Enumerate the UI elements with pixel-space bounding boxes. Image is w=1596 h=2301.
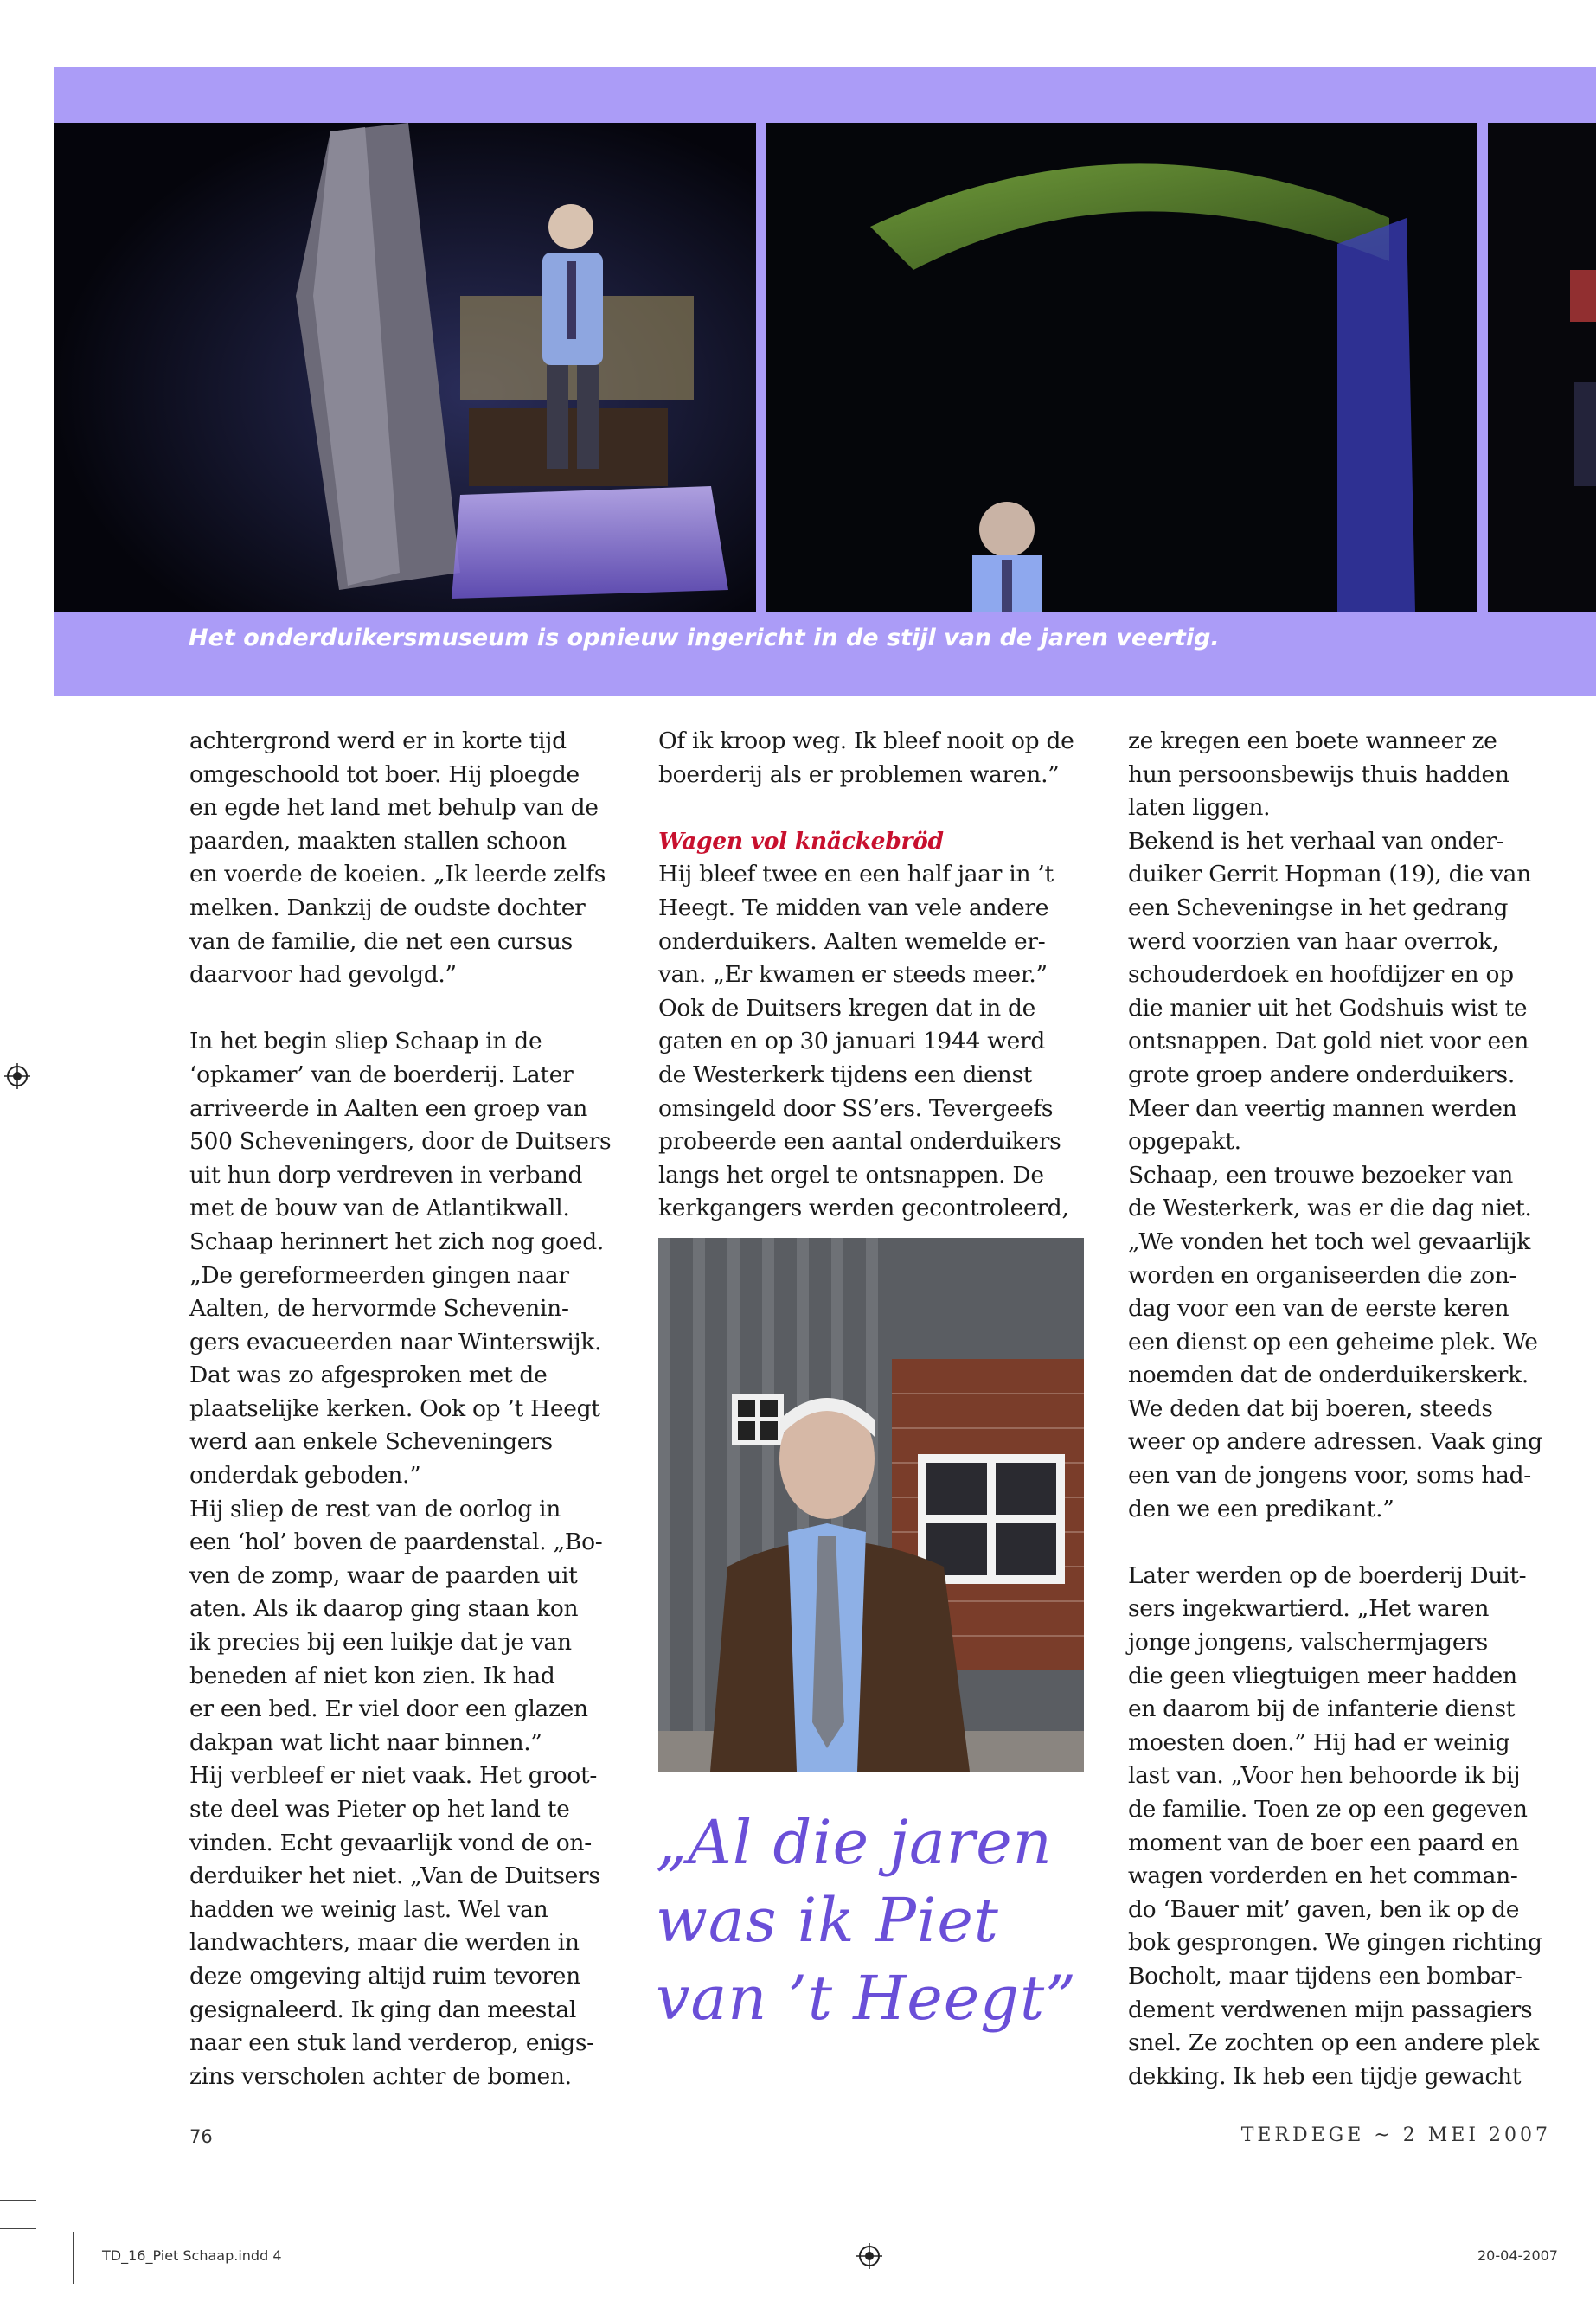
- print-slug-filename: TD_16_Piet Schaap.indd 4: [102, 2247, 282, 2264]
- text-line: Of ik kroop weg. Ik bleef nooit op de: [658, 727, 1074, 754]
- text-line: We deden dat bij boeren, steeds: [1128, 1394, 1493, 1422]
- text-line: „De gereformeerden gingen naar: [189, 1261, 569, 1289]
- article-column-2: [658, 725, 1074, 1226]
- text-line: bok gesprongen. We gingen richting: [1128, 1929, 1542, 1957]
- text-line: Schaap herinnert het zich nog goed.: [189, 1227, 604, 1255]
- text-line: dekking. Ik heb een tijdje gewacht: [1128, 2062, 1522, 2090]
- text-line: probeerde een aantal onderduikers: [658, 1128, 1061, 1156]
- text-line: laten liggen.: [1128, 794, 1271, 822]
- text-line: een van de jongens voor, soms had-: [1128, 1462, 1531, 1490]
- text-line: dement verdwenen mijn passagiers: [1128, 1996, 1533, 2023]
- text-line: daarvoor had gevolgd.”: [189, 961, 457, 989]
- registration-mark-icon: [856, 2243, 882, 2269]
- photo-partial-right-graphic: [1488, 123, 1596, 612]
- text-line: melken. Dankzij de oudste dochter: [189, 894, 586, 921]
- text-line: ik precies bij een luikje dat je van: [189, 1629, 572, 1657]
- text-line: dakpan wat licht naar binnen.”: [189, 1728, 542, 1756]
- pull-quote-line: was ik Piet: [656, 1885, 999, 1956]
- text-line: opgepakt.: [1128, 1128, 1241, 1156]
- text-line: zins verscholen achter de bomen.: [189, 2062, 572, 2090]
- text-line: en voerde de koeien. „Ik leerde zelfs: [189, 861, 606, 888]
- text-line: Meer dan veertig mannen werden: [1128, 1094, 1517, 1122]
- text-line: Hij verbleef er niet vaak. Het groot-: [189, 1762, 598, 1790]
- photo-partial-right: [1488, 123, 1596, 612]
- text-line: en daarom bij de infanterie dienst: [1128, 1695, 1516, 1723]
- photo-green-arch: [766, 123, 1477, 612]
- registration-mark-icon: [4, 1063, 30, 1089]
- text-line: jonge jongens, valschermjagers: [1128, 1629, 1488, 1657]
- text-line: werd voorzien van haar overrok,: [1128, 927, 1499, 955]
- text-line: dag voor een van de eerste keren: [1128, 1295, 1509, 1323]
- text-line: Ook de Duitsers kregen dat in de: [658, 994, 1036, 1022]
- text-line: moment van de boer een paard en: [1128, 1829, 1519, 1856]
- text-line: derduiker het niet. „Van de Duitsers: [189, 1862, 600, 1890]
- text-line: landwachters, maar die werden in: [189, 1929, 580, 1957]
- article-column-3: [1128, 725, 1542, 2093]
- text-line: schouderdoek en hoofdijzer en op: [1128, 961, 1514, 989]
- crop-mark: [0, 2200, 36, 2201]
- text-line: wagen vorderden en het comman-: [1128, 1862, 1518, 1890]
- text-line: plaatselijke kerken. Ook op ’t Heegt: [189, 1394, 600, 1422]
- crop-mark: [73, 2232, 74, 2284]
- text-line: ‘opkamer’ van de boerderij. Later: [189, 1061, 574, 1088]
- photo-museum-room-graphic: [54, 123, 756, 612]
- text-line: aten. Als ik daarop ging staan kon: [189, 1595, 579, 1623]
- text-line: achtergrond werd er in korte tijd: [189, 727, 567, 754]
- text-line: omgeschoold tot boer. Hij ploegde: [189, 760, 580, 788]
- pull-quote-line: „Al die jaren: [656, 1807, 1053, 1878]
- text-line: last van. „Voor hen behoorde ik bij: [1128, 1762, 1521, 1790]
- text-line: do ‘Bauer mit’ gaven, ben ik op de: [1128, 1895, 1520, 1923]
- text-line: de Westerkerk tijdens een dienst: [658, 1061, 1033, 1088]
- text-line: Later werden op de boerderij Duit-: [1128, 1561, 1527, 1589]
- text-line: duiker Gerrit Hopman (19), die van: [1128, 861, 1531, 888]
- text-line: kerkgangers werden gecontroleerd,: [658, 1195, 1069, 1222]
- text-line: In het begin sliep Schaap in de: [189, 1028, 542, 1055]
- text-line: Bekend is het verhaal van onder-: [1128, 827, 1504, 855]
- text-line: moesten doen.” Hij had er weinig: [1128, 1728, 1510, 1756]
- text-line: weer op andere adressen. Vaak ging: [1128, 1428, 1542, 1456]
- section-heading: Wagen vol knäckebröd: [658, 827, 944, 855]
- paragraph-gap: [1128, 1526, 1542, 1560]
- text-line: een Scheveningse in het gedrang: [1128, 894, 1509, 921]
- print-slug-date: 20-04-2007: [1477, 2247, 1558, 2264]
- text-line: snel. Ze zochten op een andere plek: [1128, 2029, 1540, 2057]
- text-line: die geen vliegtuigen meer hadden: [1128, 1662, 1517, 1689]
- photo-museum-room: [54, 123, 756, 612]
- text-line: noemden dat de onderduikerskerk.: [1128, 1362, 1529, 1389]
- text-line: ven de zomp, waar de paarden uit: [189, 1561, 578, 1589]
- text-line: uit hun dorp verdreven in verband: [189, 1161, 583, 1189]
- text-line: ontsnappen. Dat gold niet voor een: [1128, 1028, 1529, 1055]
- text-line: werd aan enkele Scheveningers: [189, 1428, 553, 1456]
- text-line: „We vonden het toch wel gevaarlijk: [1128, 1227, 1531, 1255]
- text-line: Schaap, een trouwe bezoeker van: [1128, 1161, 1514, 1189]
- text-line: de familie. Toen ze op een gegeven: [1128, 1796, 1528, 1823]
- text-line: Hij sliep de rest van de oorlog in: [189, 1495, 561, 1522]
- text-line: deze omgeving altijd ruim tevoren: [189, 1962, 580, 1990]
- text-line: naar een stuk land verderop, enigs-: [189, 2029, 594, 2057]
- text-line: er een bed. Er viel door een glazen: [189, 1695, 588, 1723]
- page-number: 76: [189, 2126, 213, 2147]
- photo-farm-portrait-graphic: [658, 1238, 1084, 1772]
- text-line: Hij bleef twee en een half jaar in ’t: [658, 861, 1054, 888]
- photo-green-arch-graphic: [766, 123, 1477, 612]
- text-line: onderdak geboden.”: [189, 1462, 421, 1490]
- text-line: hadden we weinig last. Wel van: [189, 1895, 548, 1923]
- text-line: 500 Scheveningers, door de Duitsers: [189, 1128, 612, 1156]
- text-line: ste deel was Pieter op het land te: [189, 1796, 570, 1823]
- text-line: sers ingekwartierd. „Het waren: [1128, 1595, 1490, 1623]
- text-line: den we een predikant.”: [1128, 1495, 1394, 1522]
- text-line: onderduikers. Aalten wemelde er-: [658, 927, 1046, 955]
- text-line: van. „Er kwamen er steeds meer.”: [658, 961, 1048, 989]
- text-line: de Westerkerk, was er die dag niet.: [1128, 1195, 1532, 1222]
- text-line: een ‘hol’ boven de paardenstal. „Bo-: [189, 1529, 603, 1556]
- paragraph-gap: [658, 792, 1074, 825]
- photo-caption: Het onderduikersmuseum is opnieuw ingericht in de stijl van de jaren veertig.: [189, 625, 1220, 651]
- article-column-1: [189, 725, 611, 2093]
- text-line: gesignaleerd. Ik ging dan meestal: [189, 1996, 577, 2023]
- magazine-issue-footer: TERDEGE ~ 2 MEI 2007: [1240, 2125, 1551, 2146]
- text-line: boerderij als er problemen waren.”: [658, 760, 1060, 788]
- text-line: een dienst op een geheime plek. We: [1128, 1328, 1538, 1356]
- pull-quote: [656, 1804, 1077, 2037]
- text-line: ze kregen een boete wanneer ze: [1128, 727, 1497, 754]
- text-line: langs het orgel te ontsnappen. De: [658, 1161, 1044, 1189]
- photo-farm-portrait: [658, 1238, 1084, 1772]
- text-line: Heegt. Te midden van vele andere: [658, 894, 1049, 921]
- text-line: hun persoonsbewijs thuis hadden: [1128, 760, 1509, 788]
- pull-quote-line: van ’t Heegt”: [656, 1963, 1077, 2034]
- text-line: Dat was zo afgesproken met de: [189, 1362, 548, 1389]
- text-line: die manier uit het Godshuis wist te: [1128, 994, 1528, 1022]
- text-line: Bocholt, maar tijdens een bombar-: [1128, 1962, 1522, 1990]
- text-line: arriveerde in Aalten een groep van: [189, 1094, 588, 1122]
- text-line: en egde het land met behulp van de: [189, 794, 599, 822]
- text-line: van de familie, die net een cursus: [189, 927, 573, 955]
- text-line: omsingeld door SS’ers. Tevergeefs: [658, 1094, 1054, 1122]
- text-line: paarden, maakten stallen schoon: [189, 827, 567, 855]
- text-line: gaten en op 30 januari 1944 werd: [658, 1028, 1046, 1055]
- text-line: grote groep andere onderduikers.: [1128, 1061, 1515, 1088]
- text-line: beneden af niet kon zien. Ik had: [189, 1662, 555, 1689]
- text-line: met de bouw van de Atlantikwall.: [189, 1195, 570, 1222]
- text-line: gers evacueerden naar Winterswijk.: [189, 1328, 602, 1356]
- text-line: vinden. Echt gevaarlijk vond de on-: [189, 1829, 592, 1856]
- text-line: Aalten, de hervormde Schevenin-: [189, 1295, 569, 1323]
- text-line: worden en organiseerden die zon-: [1128, 1261, 1517, 1289]
- paragraph-gap: [189, 992, 611, 1026]
- crop-mark: [0, 2228, 36, 2229]
